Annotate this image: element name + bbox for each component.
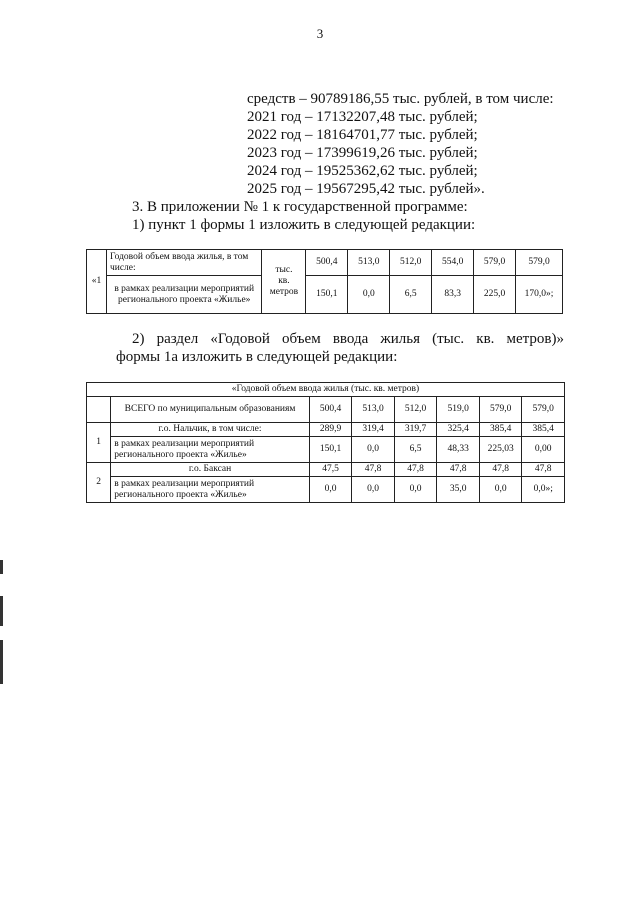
value-cell: 150,1 <box>306 276 348 314</box>
value-cell: 513,0 <box>352 397 395 423</box>
text-line: 2021 год – 17132207,48 тыс. рублей; <box>247 109 478 125</box>
value-cell: 48,33 <box>437 437 480 463</box>
form1-table <box>86 249 563 314</box>
text-line: 2025 год – 19567295,42 тыс. рублей». <box>247 181 485 197</box>
value-cell: 47,8 <box>394 463 437 477</box>
row-label: в рамках реализации мероприятий регионального проекта «Жилье» <box>111 437 309 463</box>
value-cell: 0,0 <box>309 477 352 503</box>
value-cell: 579,0 <box>516 250 563 276</box>
value-cell: 47,8 <box>437 463 480 477</box>
value-cell: 170,0»; <box>516 276 563 314</box>
paragraph-line: формы 1а изложить в следующей редакции: <box>116 349 398 365</box>
value-cell: 0,0 <box>479 477 522 503</box>
row-label: Годовой объем ввода жилья, в том числе: <box>106 250 262 276</box>
value-cell: 554,0 <box>432 250 474 276</box>
value-cell: 150,1 <box>309 437 352 463</box>
value-cell: 500,4 <box>306 250 348 276</box>
value-cell: 319,4 <box>352 423 395 437</box>
form1a-table <box>86 382 565 503</box>
value-cell: 325,4 <box>437 423 480 437</box>
value-cell: 0,0 <box>352 437 395 463</box>
row-number: 2 <box>87 463 111 503</box>
value-cell: 0,00 <box>522 437 565 463</box>
paragraph-line: 2) раздел «Годовой объем ввода жилья (тыс. кв. метров)» <box>132 331 564 347</box>
value-cell: 47,8 <box>352 463 395 477</box>
value-cell: 579,0 <box>474 250 516 276</box>
row-label: ВСЕГО по муниципальным образованиям <box>111 397 309 423</box>
scan-edge-mark <box>0 560 3 574</box>
value-cell: 35,0 <box>437 477 480 503</box>
row-label: в рамках реализации мероприятий регионального проекта «Жилье» <box>106 276 262 314</box>
table-row <box>87 250 563 276</box>
value-cell: 0,0 <box>352 477 395 503</box>
page-number: 3 <box>316 26 324 41</box>
value-cell: 6,5 <box>390 276 432 314</box>
row-label: г.о. Баксан <box>111 463 309 477</box>
value-cell: 579,0 <box>522 397 565 423</box>
table-row <box>87 423 565 437</box>
value-cell: 500,4 <box>309 397 352 423</box>
table-row <box>87 477 565 503</box>
value-cell: 6,5 <box>394 437 437 463</box>
value-cell: 385,4 <box>479 423 522 437</box>
section-heading: 3. В приложении № 1 к государственной программе: <box>132 199 468 215</box>
value-cell: 83,3 <box>432 276 474 314</box>
value-cell: 47,8 <box>479 463 522 477</box>
unit-cell: тыс. кв. метров <box>262 250 306 314</box>
value-cell: 47,8 <box>522 463 565 477</box>
instruction-line: 1) пункт 1 формы 1 изложить в следующей редакции: <box>132 217 476 233</box>
value-cell: 0,0 <box>394 477 437 503</box>
instruction-paragraph <box>116 330 564 366</box>
row-label: в рамках реализации мероприятий регионального проекта «Жилье» <box>111 477 309 503</box>
row-label: г.о. Нальчик, в том числе: <box>111 423 309 437</box>
value-cell: 385,4 <box>522 423 565 437</box>
empty-cell <box>87 397 111 423</box>
value-cell: 0,0 <box>348 276 390 314</box>
table-header-row <box>87 383 565 397</box>
text-line: 2022 год – 18164701,77 тыс. рублей; <box>247 127 478 143</box>
value-cell: 225,0 <box>474 276 516 314</box>
text-line: 2023 год – 17399619,26 тыс. рублей; <box>247 145 478 161</box>
table-row <box>87 397 565 423</box>
value-cell: 47,5 <box>309 463 352 477</box>
value-cell: 0,0»; <box>522 477 565 503</box>
value-cell: 579,0 <box>479 397 522 423</box>
text-line: средств – 90789186,55 тыс. рублей, в том числе: <box>247 91 554 107</box>
value-cell: 519,0 <box>437 397 480 423</box>
table-row <box>87 463 565 477</box>
table-row <box>87 437 565 463</box>
row-number: 1 <box>87 423 111 463</box>
text-line: 2024 год – 19525362,62 тыс. рублей; <box>247 163 478 179</box>
value-cell: 225,03 <box>479 437 522 463</box>
value-cell: 512,0 <box>394 397 437 423</box>
scan-edge-mark <box>0 640 3 684</box>
value-cell: 513,0 <box>348 250 390 276</box>
value-cell: 512,0 <box>390 250 432 276</box>
value-cell: 319,7 <box>394 423 437 437</box>
row-marker: «1 <box>87 250 107 314</box>
value-cell: 289,9 <box>309 423 352 437</box>
table-row <box>87 276 563 314</box>
scan-edge-mark <box>0 596 3 626</box>
table-header: «Годовой объем ввода жилья (тыс. кв. метров) <box>87 383 565 397</box>
